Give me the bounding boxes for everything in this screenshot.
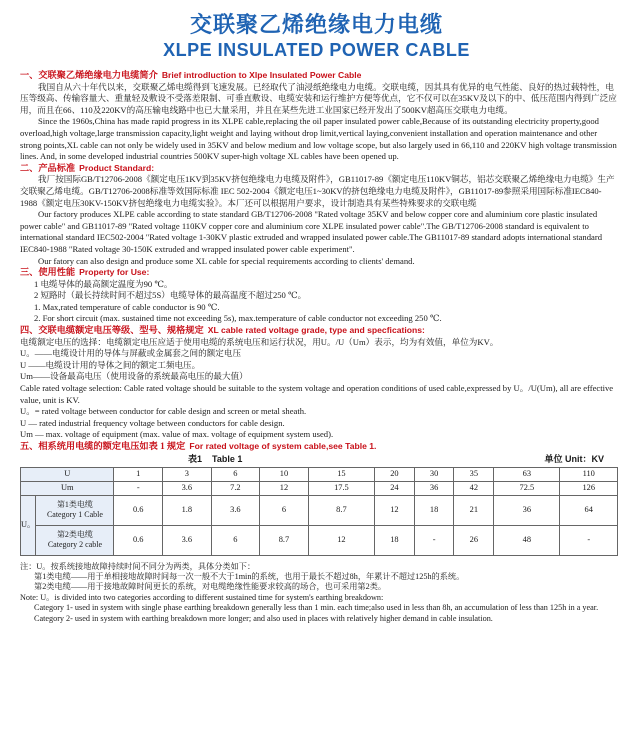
table-cell: 30 (414, 467, 454, 481)
table-title (188, 454, 242, 466)
note-line: Category 2- used in system with earthing breakdown more longer; and also used in places with relatively higher demand in cable insulation. (34, 613, 493, 623)
section5-heading-en: For rated voltage of system cable,see Table 1. (189, 441, 377, 451)
table-cell: 64 (560, 495, 618, 525)
table-row-um (21, 481, 618, 495)
section2-heading-en: Product Standard: (79, 162, 155, 173)
section1-text-cn: 我国自从六十年代以来，交联聚乙烯电缆得到飞速发展。已经取代了油浸纸绝缘电力电缆。交联电缆，因其具有优异的电气性能、良好的热过载特性，电压等级高、传输容量大、重量轻及敷设不受落差限制、可垂直敷设、电缆安装和运行维护方便等优点，它不仅可以在35KV及以下的中、低压范围内得到广泛应用，而且在66、110及220KV的高压输电线路中也已大量采用，并且在某些先进工业国家已经开发出了500KV超高压交联电力电缆。 (20, 81, 617, 115)
section4-heading-en: XL cable rated voltage grade, type and specfications: (207, 325, 425, 336)
table-cell: 26 (454, 525, 494, 555)
table-cell: 8.7 (260, 525, 309, 555)
table-row-u (21, 467, 618, 481)
table-cell: 7.2 (211, 481, 260, 495)
table-cell: 6 (260, 495, 309, 525)
document-title-en: XLPE INSULATED POWER CABLE (163, 40, 470, 60)
section2-text-en2: Our fatory can also design and produce some XL cable for special requirements according to clients' demand. (38, 255, 415, 266)
table-title-cn: 表1 (188, 453, 203, 464)
cat2-label-en: Category 2 cable (47, 540, 103, 550)
section5-heading-cn: 五、相系统用电缆的额定电压如表 1 规定 (20, 441, 186, 451)
section4-line: U。= rated voltage between conductor for cable design and screen or metal sheath. (20, 406, 307, 417)
table-cell: 3.6 (211, 495, 260, 525)
table-cell: 17.5 (308, 481, 374, 495)
table-cell: 20 (375, 467, 415, 481)
table-row-cat1 (21, 495, 618, 525)
table-cell: 15 (308, 467, 374, 481)
note-line: 第2类电缆——用于接地故障时间更长的系统，对电缆绝缘性能要求较高的场合，也可采用第2类。 (34, 582, 387, 592)
section3-item: 2 短路时（最长持续时间不超过5S）电缆导体的最高温度不超过250 ℃。 (34, 290, 307, 301)
section4-line: U — rated industrial frequency voltage between conductors for cable design. (20, 417, 285, 428)
cat1-label-en: Category 1 Cable (46, 510, 103, 520)
section4-line: 电缆额定电压的选择：电缆额定电压应适于使用电缆的系统电压和运行状况，用U。/U（Um）表示，均为有效值，单位为KV。 (20, 336, 499, 347)
section1-heading-cn: 一、交联聚乙烯绝缘电力电缆简介 (20, 70, 158, 80)
table-cell: 6 (211, 467, 260, 481)
table-cell: 110 (560, 467, 618, 481)
table-cell: - (114, 481, 163, 495)
table-row-cat2 (21, 525, 618, 555)
section3-heading-en: Property for Use: (79, 267, 150, 278)
table-cell: 8.7 (308, 495, 374, 525)
table-cell: 18 (414, 495, 454, 525)
row-label-cat2 (36, 525, 114, 555)
table-cell: - (414, 525, 454, 555)
document-body (20, 70, 618, 624)
table-cell: 3.6 (163, 481, 212, 495)
table-unit: 单位 Unit：KV (544, 453, 604, 464)
section4-line: Um — max. voltage of equipment (max. value of max. voltage of equipment system used). (20, 429, 334, 440)
section2-heading-cn: 二、产品标准 (20, 162, 76, 173)
section2-text-en: Our factory produces XLPE cable according to state standard GB/T12706-2008 "Rated voltage 35KV and below copper core and aluminium core plastic insulated power cable" and GB11017-89 "Rated voltage 110KV copper core and aluminium core XLPE insulated power cable".The GB/T12706-2008 standard is equivalent to international standard IEC502-2004 "Rated voltage 1-30KV plastic extruded and wrapped insulated power cable.The GB11017-89 standard adopts international standard IEC840-1988 "Rated voltage 30-150K extruded and wrapped insulated power cable experiment". (20, 209, 602, 254)
table-cell: 1.8 (163, 495, 212, 525)
section3-item: 1. Max,rated temperature of cable conductor is 90 ℃. (34, 301, 220, 312)
note-line: 注：U。按系统接地故障持续时间不同分为两类，具体分类如下： (20, 561, 256, 571)
cat1-label-cn: 第1类电缆 (56, 500, 93, 510)
table-cell: 36 (494, 495, 560, 525)
table-title-en: Table 1 (212, 453, 243, 464)
row-label-cat1 (36, 495, 114, 525)
table-cell: 126 (560, 481, 618, 495)
table-notes (20, 562, 618, 624)
table-caption (20, 454, 618, 467)
section2-text-cn: 我厂按国际GB/T12706-2008《额定电压1KV到35KV挤包绝缘电力电缆及附件》，GB11017-89《额定电压110KV铜芯，铝芯交联聚乙烯绝缘电力电缆》生产交联聚乙烯电缆。GB/T12706-2008标准等效国际标准 IEC 502-2004《额定电压1~30KV的挤包绝缘电力电缆及附件》，GB11017-89参照采用国际标准IEC840-1988《额定电压30KV-150KV挤包绝缘电力电缆实验》。本厂还可以根据用户要求，设计制造具有某些特殊要求的交联电缆 (20, 174, 615, 208)
table-cell: 63 (494, 467, 560, 481)
table-cell: 3.6 (163, 525, 212, 555)
table-cell: 48 (494, 525, 560, 555)
row-label-u: U (21, 467, 114, 481)
table-cell: 35 (454, 467, 494, 481)
table-cell: 18 (375, 525, 415, 555)
section5-heading (20, 441, 618, 453)
section1-text-en: Since the 1960s,China has made rapid progress in its XLPE cable,replacing the oil paper insulated power cable,Because of its outstanding electricity property,good overload,high voltage,large transmission capacity,light weight and laying without drop limit,vertical laying,convenient installation and operation maintenance and other strong points,XL cable can not only be widely used in 35KV and below medium and low voltage scope, but also largely used in 66,110 and 220KV high voltage transmission lines. And, in some developed industrial countries 500KV super-high voltage XL cables have been opened up. (20, 116, 617, 162)
cat2-label-cn: 第2类电缆 (56, 530, 93, 540)
section4-line: U ——电缆设计用的导体之间的额定工频电压。 (20, 359, 201, 370)
section4-line: U。——电缆设计用的导体与屏蔽或金属套之间的额定电压 (20, 348, 242, 359)
section4-line: Um——设备最高电压（使用设备的系统最高电压的最大值） (20, 371, 248, 382)
section1-heading-en: Brief introdluction to Xlpe Insulated Power Cable (161, 70, 362, 80)
section4-heading (20, 325, 618, 337)
table-cell: - (560, 525, 618, 555)
note-line: Note: U。is divided into two categories according to different sustained time for system's earthing breakdown: (20, 592, 384, 602)
section3-item: 1 电缆导体的最高额定温度为90 ℃。 (34, 278, 173, 289)
table-cell: 0.6 (114, 525, 163, 555)
row-label-um: Um (21, 481, 114, 495)
table-cell: 36 (414, 481, 454, 495)
table-cell: 24 (375, 481, 415, 495)
table-cell: 42 (454, 481, 494, 495)
section2-heading (20, 163, 618, 175)
section1-heading (20, 70, 618, 82)
section3-item: 2. For short circuit (max. sustained time not exceeding 5s), max.temperature of cable conductor not exceeding 250 ℃. (34, 313, 442, 324)
table-cell: 3 (163, 467, 212, 481)
section3-heading-cn: 三、使用性能 (20, 267, 76, 278)
section4-heading-cn: 四、交联电缆额定电压等级、型号、规格规定 (20, 325, 204, 336)
note-line: Category 1- used in system with single phase earthing breakdown generally less than 1 min. each time;also used in less than 8h, an accumulation of less than 125h in a year. (34, 603, 599, 613)
document-title-cn: 交联聚乙烯绝缘电力电缆 (189, 13, 443, 38)
table-cell: 6 (211, 525, 260, 555)
table-cell: 21 (454, 495, 494, 525)
row-label-u0: U。 (21, 495, 36, 555)
section4-line: Cable rated voltage selection: Cable rated voltage should be suitable to the system voltage and operation conditions of used cable,expressed by U。/U(Um), all are effective value, unit is KV. (20, 383, 614, 405)
table-cell: 0.6 (114, 495, 163, 525)
table-cell: 12 (375, 495, 415, 525)
table-cell: 1 (114, 467, 163, 481)
note-line: 第1类电缆——用于单相接地故障时间每一次一般不大于1min的系统，也用于最长不超过8h，年累计不超过125h的系统。 (34, 572, 465, 581)
table-cell: 12 (260, 481, 309, 495)
section3-heading (20, 267, 618, 279)
table-cell: 12 (308, 525, 374, 555)
table-cell: 72.5 (494, 481, 560, 495)
voltage-table (20, 467, 618, 556)
table-cell: 10 (260, 467, 309, 481)
